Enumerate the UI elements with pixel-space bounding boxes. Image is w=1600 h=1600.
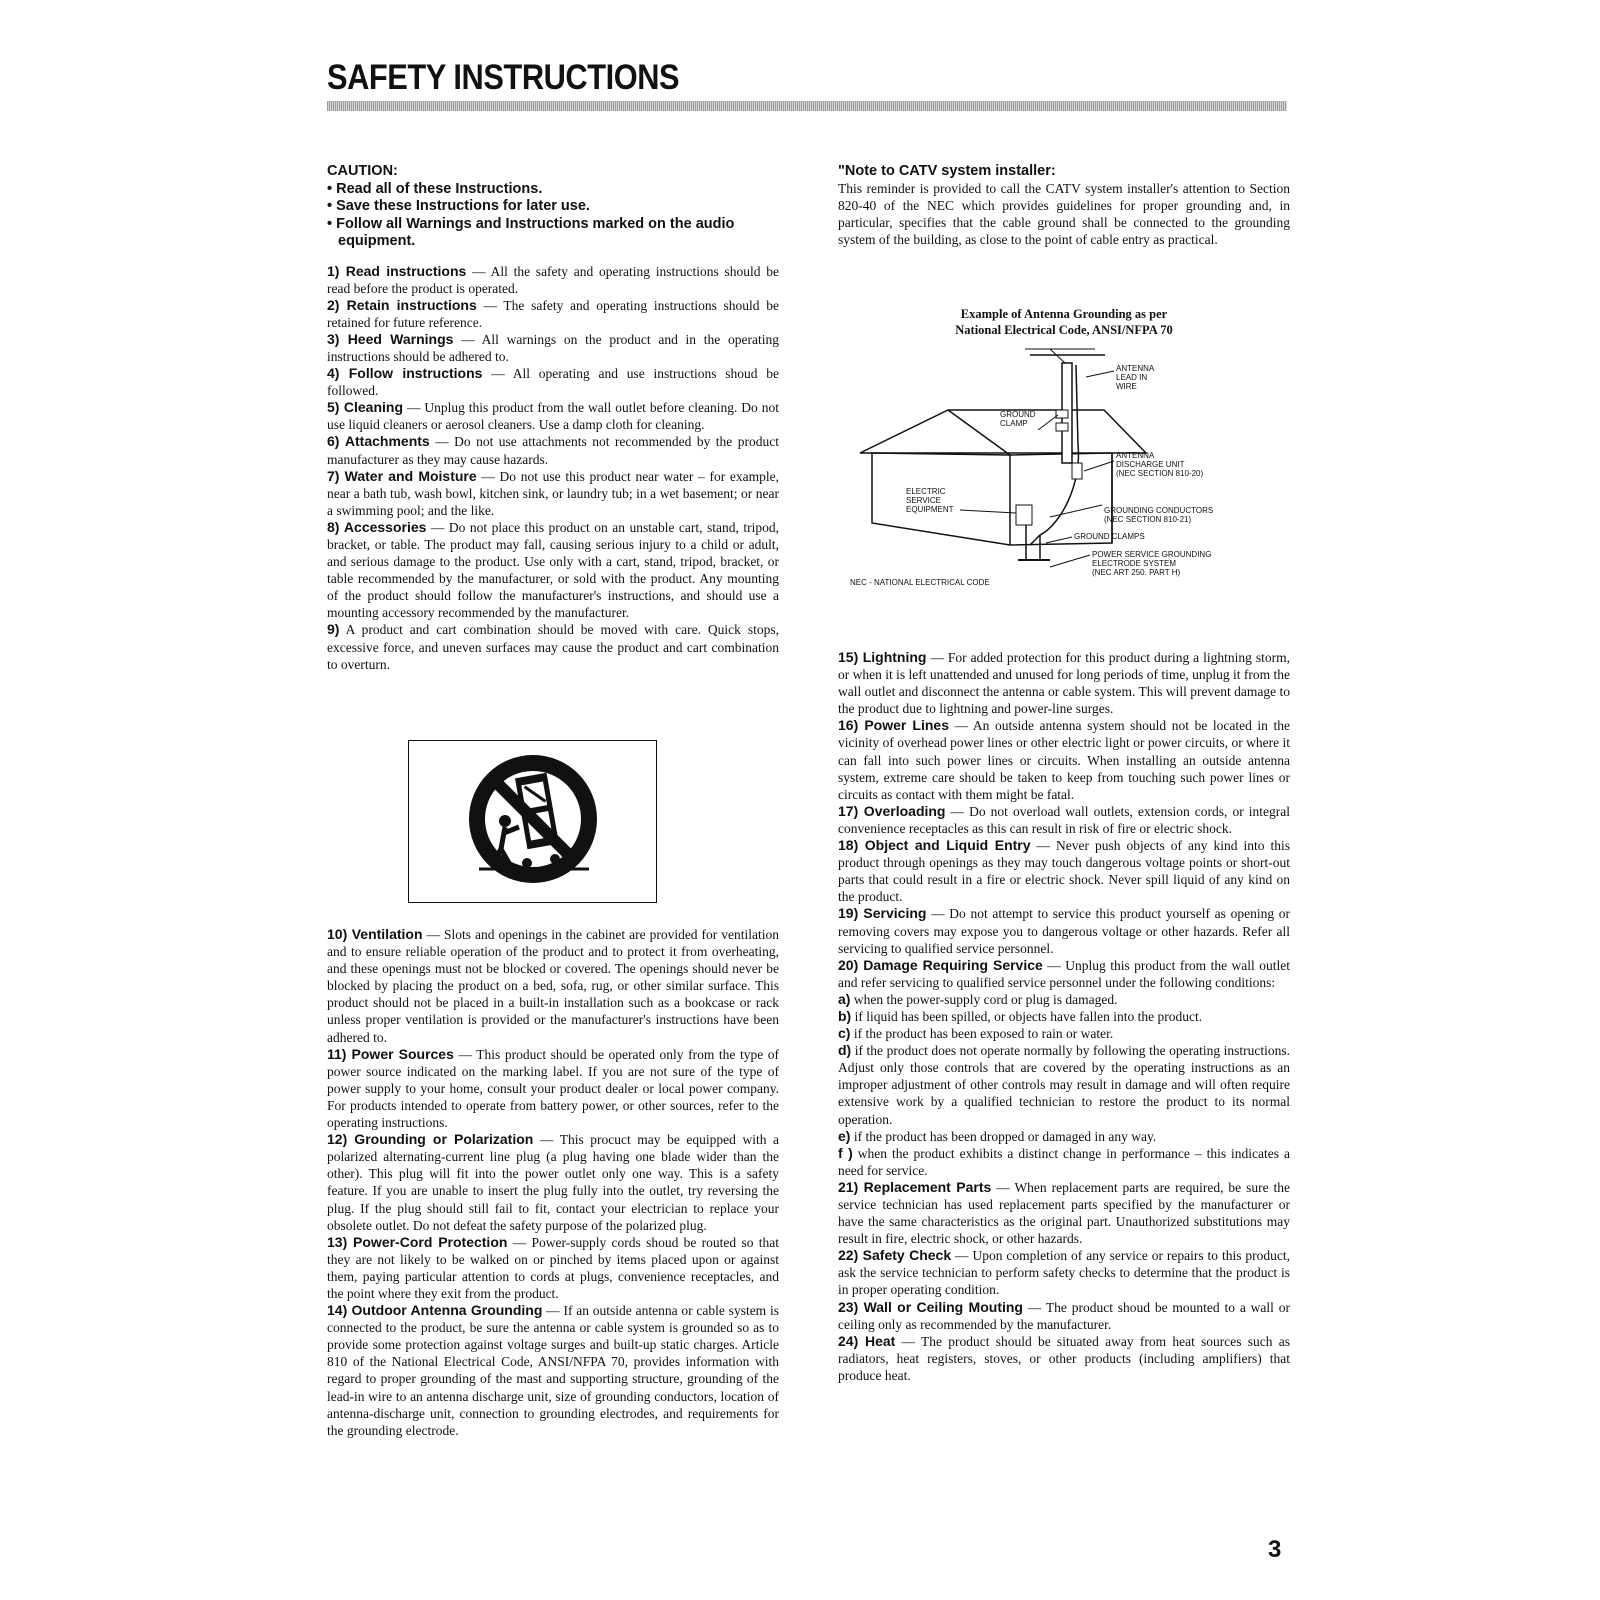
instruction-item (327, 297, 779, 331)
instruction-text: — Unplug this product from the wall outlet before cleaning. Do not use liquid cleaners or aerosol cleaners. Use a damp cloth for cleaning. (327, 400, 779, 433)
label-ground-clamp: GROUND (1000, 410, 1036, 419)
instruction-text: — Do not overload wall outlets, extension cords, or integral convenience receptacles as this can result in risk of fire or electric shock. (838, 803, 1290, 836)
instruction-item (838, 1042, 1290, 1127)
page-title: SAFETY INSTRUCTIONS (327, 58, 680, 97)
instruction-lead: 16) Power Lines (838, 717, 949, 734)
caption-line: Example of Antenna Grounding as per (960, 307, 1168, 321)
instruction-item (838, 837, 1290, 905)
instruction-lead: 22) Safety Check (838, 1247, 952, 1264)
instruction-text: — All warnings on the product and in the operating instructions should be adhered to. (327, 331, 779, 364)
caution-bullet: • Read all of these Instructions. (327, 180, 543, 197)
instruction-text: — This product should be operated only from the type of power source indicated on the marking label. If you are not sure of the type of power supply to your home, consult your product dealer or local power company. For products intended to operate from battery power, or other sources, refer to the operating instructions. (327, 1046, 780, 1131)
instruction-text: if the product has been exposed to rain or water. (850, 1026, 1114, 1042)
label-electrode: (NEC ART 250. PART H) (1092, 568, 1181, 577)
instruction-lead: 4) Follow instructions (327, 365, 483, 382)
instruction-item (327, 365, 779, 399)
instruction-text: — If an outside antenna or cable system is connected to the product, be sure the antenna or cable system is grounded so as to provide some protection against voltage surges and built-up static charges. Article 810 of the National Electrical Code, ANSI/NFPA 70, provides information with regard to proper grounding of the mast and supporting structure, grounding of the lead-in wire to an antenna discharge unit, size of grounding conductors, location of antenna-discharge unit, connection to grounding electrodes, and requirements for the grounding electrode. (327, 1303, 779, 1438)
instruction-lead: 2) Retain instructions (327, 296, 477, 313)
instruction-text: when the power-supply cord or plug is damaged. (850, 991, 1118, 1007)
caption-line: National Electrical Code, ANSI/NFPA 70 (955, 323, 1173, 337)
label-electric: ELECTRIC (906, 487, 946, 496)
instruction-item (838, 649, 1290, 717)
instruction-text: — Never push objects of any kind into this product through openings as they may touch dangerous voltage points or short-out parts that could result in a fire or electric shock. Never spill liquid of any kind on the product. (838, 838, 1290, 905)
instruction-text: — Do not use attachments not recommended by the product manufacturer as they may cause hazards. (327, 434, 779, 467)
cart-warning-symbol (408, 740, 657, 903)
instruction-text: — All the safety and operating instructions should be read before the product is operated. (327, 263, 779, 296)
right-column (838, 649, 1290, 1384)
instruction-item (838, 1179, 1290, 1247)
instruction-item (327, 1046, 779, 1131)
title-rule (327, 101, 1287, 111)
instruction-lead: 6) Attachments (327, 433, 430, 450)
instruction-lead: b) (838, 1007, 852, 1024)
catv-note-title: "Note to CATV system installer: (838, 163, 1056, 179)
instruction-lead: 10) Ventilation (327, 926, 423, 942)
instruction-item (838, 1247, 1290, 1298)
instruction-item (838, 991, 1290, 1008)
label-electrode: POWER SERVICE GROUNDING (1092, 550, 1212, 559)
page-number: 3 (1268, 1536, 1282, 1563)
instruction-lead: 5) Cleaning (327, 399, 404, 416)
instruction-text: — An outside antenna system should not be located in the vicinity of overhead power lines or other electric light or power circuits, or where it can fall into such power lines or circuits. When installing an outside antenna system, extreme care should be taken to keep from touching such power lines or circuits as contact with them might be fatal. (838, 718, 1291, 802)
instruction-lead: 9) (327, 621, 340, 638)
label-antenna: LEAD IN (1116, 373, 1148, 382)
label-electrode: ELECTRODE SYSTEM (1092, 559, 1177, 568)
left-column-top (327, 163, 779, 673)
instruction-lead: 18) Object and Liquid Entry (838, 837, 1031, 854)
instruction-lead: d) (838, 1042, 852, 1059)
diagram-caption (838, 306, 1290, 338)
instruction-text: — The product should be situated away from heat sources such as radiators, heat registers, stoves, or other products (including amplifiers) that produce heat. (838, 1333, 1290, 1383)
label-discharge: ANTENNA (1116, 451, 1155, 460)
caution-block (327, 163, 779, 251)
instruction-item (838, 1299, 1290, 1333)
antenna-grounding-diagram (850, 345, 1270, 615)
instruction-lead: 8) Accessories (327, 518, 427, 535)
instruction-item (327, 1131, 779, 1234)
instruction-item (327, 926, 779, 1046)
instruction-lead: 3) Heed Warnings (327, 330, 454, 347)
instruction-item (327, 1234, 779, 1302)
label-antenna: ANTENNA (1116, 364, 1155, 373)
instruction-lead: 19) Servicing (838, 905, 927, 922)
instruction-lead: 7) Water and Moisture (327, 467, 477, 484)
label-clamps: GROUND CLAMPS (1074, 532, 1145, 541)
instruction-lead: 12) Grounding or Polarization (327, 1131, 534, 1148)
instruction-text: if the product has been dropped or damaged in any way. (850, 1128, 1157, 1144)
instruction-lead: e) (838, 1127, 851, 1144)
instruction-lead: 24) Heat (838, 1332, 896, 1349)
instruction-lead: 21) Replacement Parts (838, 1178, 992, 1195)
instruction-item (838, 1025, 1290, 1042)
instruction-lead: c) (838, 1025, 851, 1042)
instruction-text: A product and cart combination should be moved with care. Quick stops, excessive force, and uneven surfaces may cause the product and cart combination to overturn. (327, 622, 779, 672)
instruction-item (838, 717, 1290, 802)
instruction-text: — All operating and use instructions shoud be followed. (327, 366, 780, 399)
label-conductors: (NEC SECTION 810-21) (1104, 515, 1192, 524)
instruction-lead: 15) Lightning (838, 649, 927, 665)
instruction-item (327, 519, 779, 622)
label-discharge: (NEC SECTION 810-20) (1116, 469, 1204, 478)
label-nec: NEC - NATIONAL ELECTRICAL CODE (850, 578, 990, 587)
instruction-text: if the product does not operate normally by following the operating instructions. Adjust only those controls that are covered by the operating instructions as an improper adjustment of other controls may result in damage and will often require extensive work by a qualified technician to restore the product to its normal operation. (838, 1043, 1290, 1127)
label-discharge: DISCHARGE UNIT (1116, 460, 1185, 469)
instruction-lead: 1) Read instructions (327, 262, 467, 279)
instruction-item (327, 433, 779, 467)
instruction-item (838, 1333, 1290, 1384)
left-column-bottom (327, 926, 779, 1439)
instruction-item (327, 1302, 779, 1439)
instruction-item (838, 905, 1290, 956)
instruction-lead: 11) Power Sources (327, 1045, 454, 1062)
instruction-text: — For added protection for this product during a lightning storm, or when it is left unattended and unused for long periods of time, unplug it from the wall outlet and disconnect the antenna or cable system. This will prevent damage to the product due to lightning and power-line surges. (838, 650, 1290, 717)
instruction-item (838, 957, 1290, 991)
instruction-text: — The safety and operating instructions should be retained for future reference. (327, 297, 779, 330)
instruction-text: — Do not attempt to service this product yourself as opening or removing covers may expose you to dangerous voltage or other hazards. Refer all servicing to qualified service personnel. (838, 906, 1290, 956)
instruction-text: when the product exhibits a distinct change in performance – this indicates a need for service. (838, 1145, 1290, 1178)
service-equipment (1016, 505, 1032, 525)
instruction-list (327, 926, 779, 1439)
instruction-list (327, 263, 779, 673)
instruction-list (838, 649, 1290, 1384)
instruction-text: — Do not place this product on an unstable cart, stand, tripod, bracket, or table. The product may fall, causing serious injury to a child or adult, and serious damage to the product. Use only with a cart, stand, tripod, bracket, or table recommended by the manufacturer, or sold with the product. Any mounting of the product should follow the manufacturer's instructions, and should use a mounting accessory recommended by the manufacturer. (327, 519, 779, 621)
label-electric: SERVICE (906, 496, 941, 505)
instruction-item (838, 803, 1290, 837)
instruction-item (327, 468, 779, 519)
instruction-lead: f ) (838, 1144, 853, 1161)
instruction-text: — Upon completion of any service or repairs to this product, ask the service technician to perform safety checks to determine that the product is in proper operating condition. (838, 1248, 1290, 1298)
instruction-text: — Do not use this product near water – for example, near a bath tub, wash bowl, kitchen sink, or laundry tub; in a wet basement; or near a swimming pool; and the like. (327, 468, 779, 518)
caution-bullet: equipment. (338, 233, 416, 249)
instruction-lead: 14) Outdoor Antenna Grounding (327, 1302, 543, 1319)
instruction-lead: 20) Damage Requiring Service (838, 956, 1043, 973)
discharge-unit (1072, 463, 1082, 479)
instruction-text: — This procuct may be equipped with a polarized alternating-current line plug (a plug having one blade wider than the other). This plug will fit into the power outlet only one way. This is a safety feature. If you are unable to insert the plug fully into the outlet, try reversing the plug. If the plug should still fail to fit, contact your electrician to replace your obsolete outlet. Do not defeat the safety purpose of the polarized plug. (327, 1132, 779, 1233)
instruction-text: — Slots and openings in the cabinet are provided for ventilation and to ensure reliable operation of the product and to protect it from overheating, and these openings must not be blocked or covered. The openings should never be blocked by placing the product on a bed, sofa, rug, or other similar surface. This product should not be placed in a built-in installation such as a bookcase or rack unless proper ventilation is provided or the manufacturer's instructions have been adhered to. (327, 927, 779, 1045)
instruction-text: — When replacement parts are required, be sure the service technician has used replacement parts specified by the manufacturer or have the same characteristics as the original part. Unauthorized substitutions may result in fire, electric shock, or other hazards. (838, 1179, 1290, 1247)
instruction-item (838, 1008, 1290, 1025)
instruction-item (327, 399, 779, 433)
instruction-text: — Power-supply cords shoud be routed so that they are not likely to be walked on or pinched by items placed upon or against them, paying particular attention to cords at plugs, convenience receptacles, and the point where they exit from the product. (327, 1234, 779, 1301)
label-antenna: WIRE (1116, 382, 1137, 391)
caution-bullet: • Save these Instructions for later use. (327, 198, 590, 214)
caution-heading: CAUTION: (327, 163, 398, 179)
instruction-lead: 13) Power-Cord Protection (327, 1233, 508, 1250)
instruction-lead: 17) Overloading (838, 802, 946, 819)
label-conductors: GROUNDING CONDUCTORS (1104, 506, 1214, 515)
instruction-text: if liquid has been spilled, or objects have fallen into the product. (851, 1008, 1203, 1024)
instruction-item (327, 331, 779, 365)
instruction-item (838, 1128, 1290, 1145)
catv-note-text: This reminder is provided to call the CATV system installer's attention to Section 820-40 of the NEC which provides guidelines for proper grounding and, in particular, specifies that the cable ground shall be connected to the grounding system of the building, as close to the point of cable entry as practical. (838, 181, 1290, 248)
instruction-lead: 23) Wall or Ceiling Mouting (838, 1298, 1023, 1315)
label-electric: EQUIPMENT (906, 505, 954, 514)
instruction-item (327, 621, 779, 672)
cart-tipover-icon (409, 741, 655, 901)
caution-bullet: • Follow all Warnings and Instructions marked on the audio (327, 215, 735, 232)
instruction-lead: a) (838, 990, 851, 1007)
label-ground-clamp: CLAMP (1000, 419, 1028, 428)
instruction-text: — Unplug this product from the wall outlet and refer servicing to qualified service personnel under the following conditions: (838, 957, 1290, 990)
instruction-item (327, 263, 779, 297)
catv-note (838, 163, 1290, 248)
instruction-text: — The product shoud be mounted to a wall or ceiling only as recommended by the manufacturer. (838, 1299, 1290, 1332)
instruction-item (838, 1145, 1290, 1179)
